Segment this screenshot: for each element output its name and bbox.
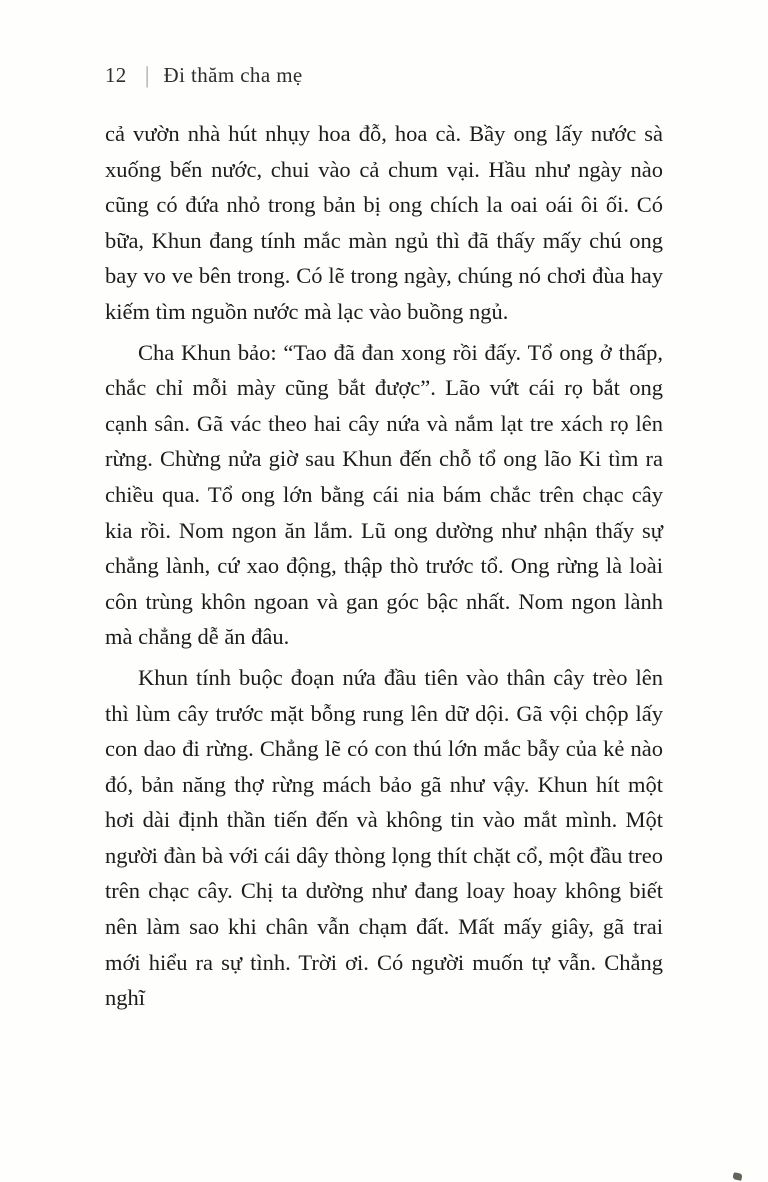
page-number: 12 — [105, 63, 127, 87]
scan-artifact-speck — [732, 1172, 742, 1181]
paragraph: Cha Khun bảo: “Tao đã đan xong rồi đấy. Tổ ong ở thấp, chắc chỉ mỗi mày cũng bắt được”. Lão vứt cái rọ bắt ong cạnh sân. Gã vác theo hai cây nứa và nắm lạt tre xách rọ lên rừng. Chừng nửa giờ sau Khun đến chỗ tổ ong lão Ki tìm ra chiều qua. Tổ ong lớn bằng cái nia bám chắc trên chạc cây kia rồi. Nom ngon ăn lắm. Lũ ong dường như nhận thấy sự chẳng lành, cứ xao động, thập thò trước tổ. Ong rừng là loài côn trùng khôn ngoan và gan góc bậc nhất. Nom ngon lành mà chẳng dễ ăn đâu. — [105, 339, 663, 650]
page-header — [105, 60, 663, 90]
paragraph: Khun tính buộc đoạn nứa đầu tiên vào thân cây trèo lên thì lùm cây trước mặt bỗng rung lên dữ dội. Gã vội chộp lấy con dao đi rừng. Chẳng lẽ có con thú lớn mắc bẫy của kẻ nào đó, bản năng thợ rừng mách bảo gã như vậy. Khun hít một hơi dài định thần tiến đến và không tin vào mắt mình. Một người đàn bà với cái dây thòng lọng thít chặt cổ, một đầu treo trên chạc cây. Chị ta dường như đang loay hoay không biết nên làm sao khi chân vẫn chạm đất. Mất mấy giây, gã trai mới hiểu ra sự tình. Trời ơi. Có người muốn tự vẫn. Chẳng nghĩ — [105, 664, 663, 1011]
chapter-title: Đi thăm cha mẹ — [163, 63, 303, 87]
paragraph: cả vườn nhà hút nhụy hoa đỗ, hoa cà. Bầy ong lấy nước sà xuống bến nước, chui vào cả chum vại. Hầu như ngày nào cũng có đứa nhỏ trong bản bị ong chích la oai oái ôi ối. Có bữa, Khun đang tính mắc màn ngủ thì đã thấy mấy chú ong bay vo ve bên trong. Có lẽ trong ngày, chúng nó chơi đùa hay kiếm tìm nguồn nước mà lạc vào buồng ngủ. — [105, 121, 663, 324]
page-body — [105, 116, 663, 1016]
header-separator-bar: | — [145, 61, 150, 89]
